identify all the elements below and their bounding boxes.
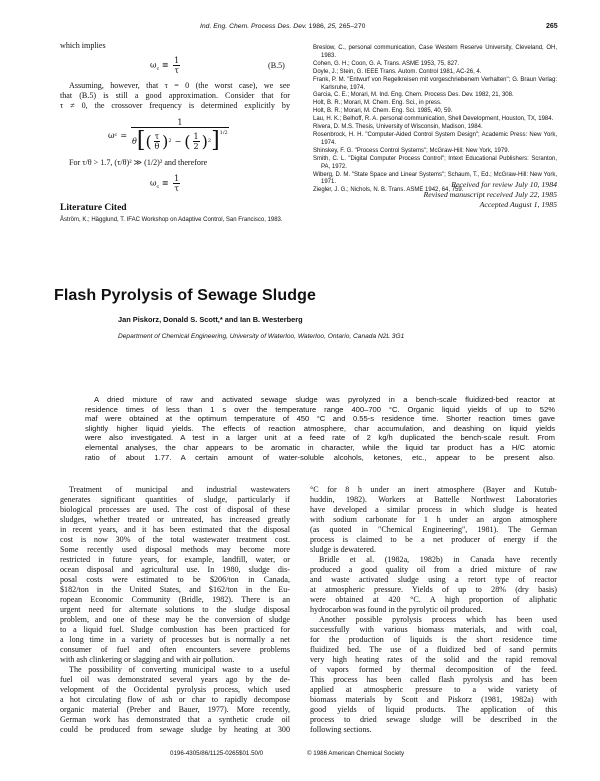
- text-line: have developed a similar process in which sludge is heated: [310, 505, 557, 514]
- text-line: were obtained at 420 °C. A high proportion of aliphatic: [310, 595, 557, 604]
- text-line: velopment of the Occidental pyrolysis process, which used: [60, 685, 290, 694]
- text-line: could be produced from sewage sludge by heating at 300: [60, 725, 290, 734]
- reference: Wiberg, D. M. "State Space and Linear Systems"; Schaum, T., Ed.; McGraw-Hill: New York, 1971.: [313, 171, 557, 186]
- text-line: to a liquid fuel. Sludge combustion has been practiced for: [60, 625, 290, 634]
- text-line: of vapors formed by thermal decomposition of the feed.: [310, 665, 557, 674]
- text-line: very high heating rates of the solid and the rapid removal: [310, 655, 557, 664]
- text-line: organic material (Preber and Bauer, 1977). More recently,: [60, 705, 290, 714]
- text-line: successfully with various biomass materials, and with coal,: [310, 625, 557, 634]
- left-reference-list: [60, 217, 297, 225]
- text-line: (as quoted in "Chemical Engineering", 1981). The German: [310, 525, 557, 534]
- text-line: Bridle et al. (1982a, 1982b) in Canada have recently: [319, 555, 557, 564]
- eq-minus: −: [174, 136, 182, 146]
- text-line: Treatment of municipal and industrial wastewaters: [69, 485, 290, 494]
- eq-numerator: 1: [174, 56, 180, 65]
- eq-subscript: c: [156, 184, 160, 191]
- article-affiliation: Department of Chemical Engineering, University of Waterloo, Waterloo, Ontario, Canada N2L 3G1: [118, 333, 405, 340]
- text-line: with ash clinkering or slagging and with air pollution.: [60, 655, 235, 664]
- text-line: generates significant quantities of sludge, particularly if: [60, 495, 290, 504]
- equation-final: [150, 174, 182, 193]
- text-line: restricted in future years, for example, landfill, water, or: [60, 555, 290, 564]
- body-left-column: [60, 485, 290, 735]
- reference: Holt, B. R.; Morari, M. Chem. Eng. Sci., in press.: [313, 100, 442, 107]
- literature-cited-heading: Literature Cited: [60, 203, 127, 213]
- eq-fraction: [173, 56, 180, 75]
- equation-b5: [150, 56, 182, 75]
- text-line: problem, and one of these may be the conversion of sludge: [60, 615, 290, 624]
- text-line: fuel oil was demonstrated several years ago by the de-: [60, 675, 290, 684]
- body-right-column: [310, 485, 557, 735]
- text-line: residence times of less than 1 s over the temperature range 400–700 °C. Organic liquid yields of up to 52%: [85, 404, 555, 414]
- eq-term1-den: θ: [154, 141, 160, 151]
- running-header: [200, 23, 365, 30]
- text-line: A dried mixture of raw and activated sewage sludge was pyrolyzed in a bench-scale fluidized-bed reactor at: [94, 395, 555, 404]
- text-line: process is claimed to be a net producer of energy if the: [310, 535, 557, 544]
- text-line: elemental analyses, the char appears to be aromatic in character, while the liquid tar product has a H/C atomic: [85, 442, 555, 452]
- journal-year: 1986,: [308, 23, 326, 30]
- text-line: hydrocarbon was found in the pyrolytic oil produced.: [310, 605, 483, 614]
- reference: Breslow, C., personal communication, Case Western Reserve University, Cleveland, OH, 1983.: [313, 45, 557, 59]
- text-line: a hot circulating flow of ash or char to rapidly decompose: [60, 695, 290, 704]
- text-line: maf were obtained at the optimum temperature of 450 °C and 0.55-s residence time. Shorter reaction times gave: [85, 414, 555, 424]
- text-line: $182/ton in the United States, and $162/ton in the Eu-: [60, 585, 290, 594]
- reference: Åström, K.; Hägglund, T. IFAC Workshop on Adaptive Control, San Francisco, 1983.: [60, 217, 283, 223]
- text-line: ratio of about 1.77. A certain amount of water-soluble alcohols, ketones, etc., appear to be present also.: [85, 452, 555, 462]
- eq-power: 2: [207, 138, 212, 144]
- text-line: applied at atmospheric pressure to a wide variety of: [310, 685, 557, 694]
- text-line: German work has demonstrated that a synthetic crude oil: [60, 715, 290, 724]
- text-line: °C for 8 h under an inert atmosphere (Bayer and Kutub-: [310, 485, 557, 494]
- text-line: process to dried sewage sludge will be described in the: [310, 715, 557, 724]
- text-line: ocean disposal and agricultural use. In 1980, sludge dis-: [60, 565, 290, 574]
- page-number: 265: [546, 23, 558, 30]
- eq-subscript: c: [114, 132, 118, 138]
- eq-relation: ≅: [161, 178, 169, 188]
- reference: Rosenbrock, H. H. "Computer-Aided Control System Design"; Academic Press: New York, 1974.: [313, 131, 557, 146]
- eq-term2-num: 1: [193, 131, 199, 141]
- footer-code: 0196-4305/86/1125-0265$01.50/0: [170, 750, 264, 757]
- abstract: [85, 395, 555, 462]
- reference: Shinskey, F. G. "Process Control Systems"; McGraw-Hill: New York, 1979.: [313, 147, 510, 154]
- text-line: in recent years, and it has been estimated that the disposal: [60, 525, 290, 534]
- article-authors: Jan Piskorz, Donald S. Scott,* and Ian B. Westerberg: [118, 315, 303, 324]
- text-line: posal costs were estimated to be $206/ton in Canada,: [60, 575, 290, 584]
- eq-numerator: 1: [131, 118, 229, 128]
- eq-term2-den: 2: [193, 141, 199, 151]
- text-line: produced a good quality oil from a dried mixture of raw: [310, 565, 557, 574]
- text-line: consumer of fuel and often encounters severe problems: [60, 645, 290, 654]
- appendix-line: which implies: [60, 41, 106, 50]
- reference: Cohen, G. H.; Coon, G. A. Trans. ASME 1953, 75, 827.: [313, 60, 460, 67]
- eq-denominator: τ: [174, 66, 179, 75]
- reference: Smith, C. L. "Digital Computer Process Control"; Intext Educational Publishers: Scranton, PA, 1972.: [313, 155, 557, 170]
- appendix-line: For τ/θ > 1.7, (τ/θ)² ≫ (1/2)² and therefore: [69, 158, 208, 167]
- eq-relation: ≅: [161, 60, 169, 70]
- eq-denominator: τ: [174, 184, 179, 193]
- text-line: biological processes are used. The cost of disposal of these: [60, 505, 290, 514]
- equation-crossover: [108, 118, 230, 152]
- eq-theta: θ: [132, 136, 137, 146]
- accepted-date: Accepted August 1, 1985: [479, 200, 557, 209]
- text-line: This process has been called flash pyrolysis and has been: [310, 675, 557, 684]
- eq-denominator: θ [ ( $\frac{\tau}{\theta}$ ) 2 − ( $\frac{1}{2}$ ) 2 ] $^{1/2}$: [132, 128, 228, 153]
- equation-label: (B.5): [268, 61, 285, 70]
- text-line: Assuming, however, that τ = 0 (the worst case), we see: [69, 81, 290, 90]
- text-line: and waste activated sludge using a retort type of reactor: [310, 575, 557, 584]
- text-line: with sodium carbonate for 1 h under an argon atmosphere: [310, 515, 557, 524]
- eq-fraction: [173, 174, 180, 193]
- eq-symbol: ω: [108, 130, 115, 140]
- article-title: Flash Pyrolysis of Sewage Sludge: [54, 287, 316, 304]
- eq-numerator: 1: [174, 174, 180, 183]
- journal-volume: 25,: [327, 23, 338, 30]
- journal-pages: 265–270: [338, 23, 366, 30]
- text-line: sludge is dewatered.: [310, 545, 376, 554]
- text-line: ropean Economic Community (Bridle, 1982). There is an: [60, 595, 290, 604]
- eq-outer-power: 1/2: [219, 130, 228, 136]
- footer-copyright: © 1986 American Chemical Society: [307, 750, 405, 757]
- text-line: following sections.: [310, 725, 372, 734]
- text-line: Some recently used disposal methods may become more: [60, 545, 290, 554]
- reference: Frank, P. M. "Entwurf von Regelkreisen mit vorgeschriebenem Verhalten"; G. Braun Verlag: Karlsruhe, 1974.: [313, 76, 557, 91]
- text-line: good yields of liquid products. The application of this: [310, 705, 557, 714]
- text-line: slightly higher liquid yields. The effects of reaction atmosphere, char accumulation, and deashing on liquid yields: [85, 423, 555, 433]
- journal-name: Ind. Eng. Chem. Process Des. Dev.: [200, 23, 307, 30]
- eq-symbol: ω: [150, 178, 157, 188]
- text-line: huddin, 1982). Workers at Battelle Northwest Laboratories: [310, 495, 557, 504]
- received-date: Received for review July 10, 1984: [451, 180, 557, 189]
- eq-term1-num: τ: [154, 131, 160, 141]
- eq-power: 2: [168, 138, 172, 144]
- received-dates: [423, 180, 557, 210]
- reference: Rivera, D. M.S. Thesis, University of Wisconsin, Madison, 1984.: [313, 124, 483, 131]
- text-line: urgent need for alternate solutions to the sludge disposal: [60, 605, 290, 614]
- eq-fraction: [132, 118, 228, 152]
- text-line: fluidized bed. The use of a fluidized bed of sand permits: [310, 645, 557, 654]
- text-line: that (B.5) is still a good approximation. Consider that for: [60, 91, 290, 100]
- text-line: τ ≠ 0, the crossover frequency is determined explicitly by: [60, 101, 290, 110]
- reference: Ziegler, J. G.; Nichols, N. B. Trans. ASME 1942, 64, 759.: [313, 187, 464, 194]
- revised-date: Revised manuscript received July 22, 1985: [423, 190, 557, 199]
- text-line: sludges, whether treated or untreated, has increased greatly: [60, 515, 290, 524]
- text-line: biomass materials by Scott and Piskorz (1981, 1982a) with: [310, 695, 557, 704]
- text-line: The possibility of converting municipal waste to a useful: [69, 665, 290, 674]
- right-reference-list: [313, 45, 557, 195]
- text-line: cost is now 30% of the total wastewater treatment cost.: [60, 535, 290, 544]
- text-line: were also investigated. A test in a larger unit at a feed rate of 2 kg/h duplicated the bench-scale result. From: [85, 433, 555, 443]
- text-line: for the production of liquids is the short residence time: [310, 635, 557, 644]
- text-line: at atmospheric pressure. Yields of up to 28% (dry basis): [310, 585, 557, 594]
- reference: Garcia, C. E.; Morari, M. Ind. Eng. Chem. Process Des. Dev. 1982, 21, 308.: [313, 92, 514, 99]
- eq-symbol: ω: [150, 60, 157, 70]
- reference: Lau, H. K.; Belhoff, R. A. personal communication, Shell Development, Houston, TX, 1984.: [313, 116, 554, 123]
- text-line: a long time in a variety of processes but is normally a net: [60, 635, 290, 644]
- reference: Doyle, J.; Stein, G. IEEE Trans. Autom. Control 1981, AC-26, 4.: [313, 68, 482, 75]
- appendix-paragraph: [60, 81, 290, 111]
- text-line: Another possible pyrolysis process which has been used: [319, 615, 557, 624]
- eq-relation: =: [120, 130, 128, 140]
- eq-subscript: c: [156, 66, 160, 73]
- reference: Holt, B. R.; Morari, M. Chem. Eng. Sci. 1985, 40, 59.: [313, 108, 453, 115]
